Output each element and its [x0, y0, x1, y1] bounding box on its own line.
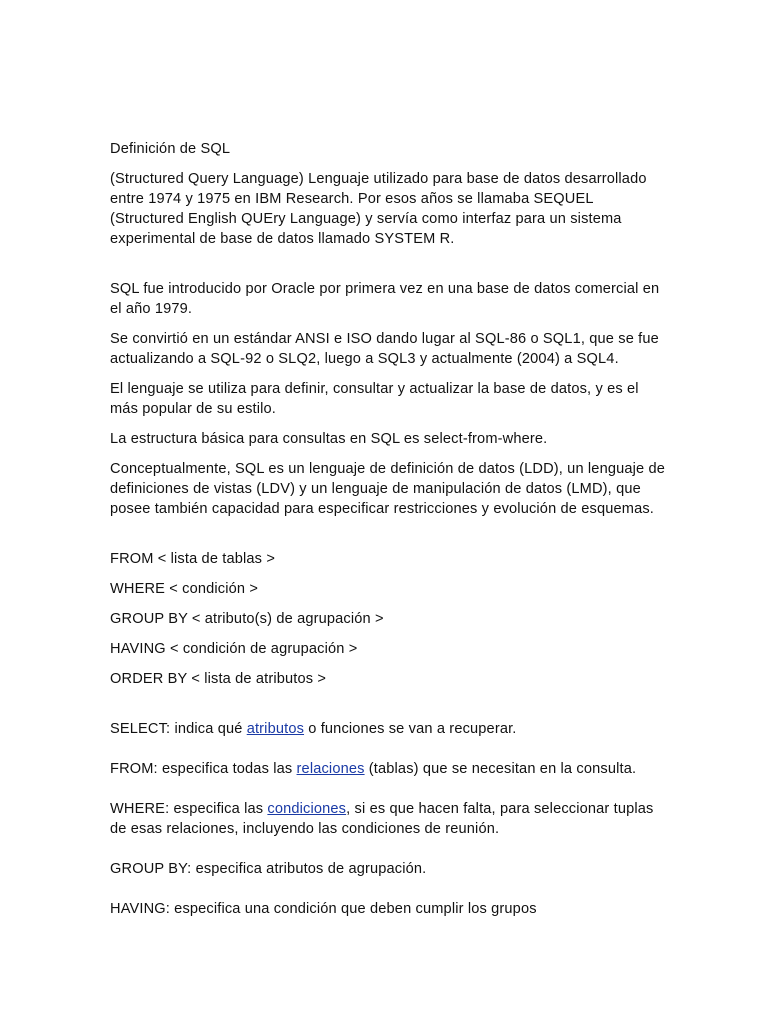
clause-definitions: [110, 719, 666, 919]
definition-where: [110, 799, 666, 839]
sql-syntax-block: [110, 549, 666, 689]
paragraph-estructura: La estructura básica para consultas en SQL es select-from-where.: [110, 431, 548, 447]
definition-from-rest: (tablas) que se necesitan en la consulta.: [364, 761, 637, 777]
definition-from-text: FROM: especifica todas las: [110, 761, 297, 777]
spacer: [110, 839, 666, 859]
spacer: [110, 529, 666, 549]
paragraph-conceptual: Conceptualmente, SQL es un lenguaje de definición de datos (LDD), un lenguaje de definiciones de vistas (LDV) y un lenguaje de manipulación de datos (LMD), que posee también capacidad para especificar restricciones y evolución de esquemas.: [110, 461, 666, 517]
definition-having: HAVING: especifica una condición que deben cumplir los grupos: [110, 901, 537, 917]
paragraph-oracle: SQL fue introducido por Oracle por primera vez en una base de datos comercial en el año 1979.: [110, 281, 660, 317]
syntax-line-from: FROM < lista de tablas >: [110, 551, 276, 567]
definition-where-text: WHERE: especifica las: [110, 801, 268, 817]
syntax-line-where: WHERE < condición >: [110, 581, 259, 597]
link-relaciones[interactable]: relaciones: [296, 761, 365, 777]
definition-from: [110, 759, 666, 779]
syntax-line-having: HAVING < condición de agrupación >: [110, 641, 358, 657]
spacer: [110, 879, 666, 899]
syntax-line-groupby: GROUP BY < atributo(s) de agrupación >: [110, 611, 384, 627]
definition-select: [110, 719, 666, 739]
spacer: [110, 779, 666, 799]
spacer: [110, 739, 666, 759]
paragraph-intro: (Structured Query Language) Lenguaje utilizado para base de datos desarrollado entre 1974 y 1975 en IBM Research. Por esos años se llamaba SEQUEL (Structured English QUEry Language) y servía como interfaz para un sistema experimental de base de datos llamado SYSTEM R.: [110, 171, 647, 247]
document-body: [110, 139, 666, 919]
definition-select-rest: o funciones se van a recuperar.: [304, 721, 517, 737]
spacer: [110, 259, 666, 279]
definition-select-text: SELECT: indica qué: [110, 721, 247, 737]
link-atributos[interactable]: atributos: [246, 721, 305, 737]
page-title: Definición de SQL: [110, 141, 231, 157]
spacer: [110, 699, 666, 719]
definition-groupby: GROUP BY: especifica atributos de agrupación.: [110, 861, 427, 877]
link-condiciones[interactable]: condiciones: [267, 801, 347, 817]
paragraph-ansi: Se convirtió en un estándar ANSI e ISO dando lugar al SQL-86 o SQL1, que se fue actualizando a SQL-92 o SLQ2, luego a SQL3 y actualmente (2004) a SQL4.: [110, 331, 659, 367]
syntax-line-orderby: ORDER BY < lista de atributos >: [110, 671, 327, 687]
definition-where-rest: , si es que hacen falta, para seleccionar tuplas de esas relaciones, incluyendo las condiciones de reunión.: [110, 801, 654, 837]
paragraph-lenguaje: El lenguaje se utiliza para definir, consultar y actualizar la base de datos, y es el más popular de su estilo.: [110, 381, 639, 417]
